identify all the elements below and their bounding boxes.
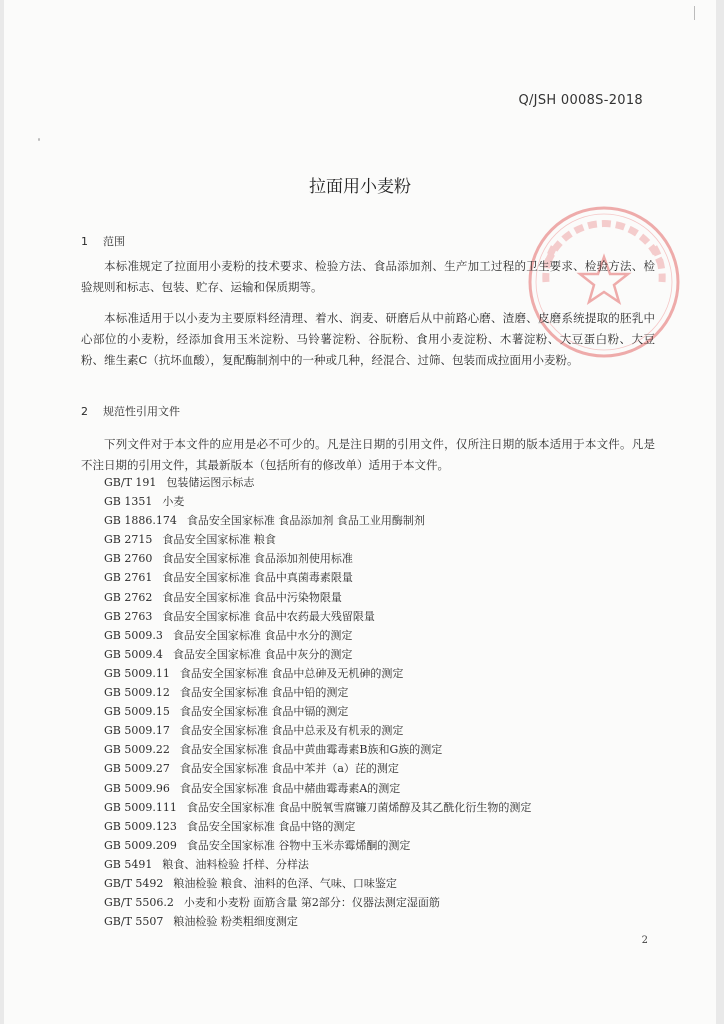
standard-code: Q/JSH 0008S-2018 (518, 93, 643, 108)
reference-title: 粮油检验 粉类粗细度测定 (173, 915, 298, 929)
section-title: 范围 (103, 235, 125, 248)
reference-item (104, 511, 531, 530)
reference-code: GB 5009.209 (104, 838, 177, 852)
document-title: 拉面用小麦粉 (309, 177, 411, 197)
references-intro-paragraph: 下列文件对于本文件的应用是必不可少的。凡是注日期的引用文件，仅所注日期的版本适用于本文件。凡是不注日期的引用文件，其最新版本（包括所有的修改单）适用于本文件。 (81, 437, 655, 472)
scan-speck (694, 6, 695, 20)
reference-item (104, 912, 531, 931)
reference-item (104, 607, 531, 626)
reference-code: GB 2762 (104, 590, 153, 604)
reference-item (104, 588, 531, 607)
reference-item (104, 549, 531, 568)
reference-item (104, 683, 531, 702)
reference-code: GB 1886.174 (104, 514, 177, 528)
section-number: 2 (81, 405, 88, 418)
reference-item (104, 759, 531, 778)
reference-code: GB/T 191 (104, 476, 157, 489)
section-heading-normative-references (81, 403, 180, 419)
reference-title: 食品安全国家标准 食品添加剂 食品工业用酶制剂 (186, 514, 425, 528)
reference-title: 食品安全国家标准 食品中赭曲霉毒素A的测定 (179, 781, 401, 795)
reference-title: 食品安全国家标准 食品添加剂使用标准 (162, 552, 353, 566)
reference-title: 食品安全国家标准 食品中总砷及无机砷的测定 (179, 666, 404, 680)
reference-code: GB 2760 (104, 552, 153, 566)
section-heading-scope (81, 233, 125, 249)
reference-title: 食品安全国家标准 食品中脱氧雪腐镰刀菌烯醇及其乙酰化衍生物的测定 (186, 800, 532, 814)
reference-code: GB 2715 (104, 533, 153, 547)
reference-item (104, 855, 531, 874)
reference-code: GB/T 5507 (104, 915, 164, 929)
reference-code: GB/T 5492 (104, 876, 164, 890)
reference-title: 食品安全国家标准 食品中水分的测定 (172, 628, 353, 642)
document-page (4, 0, 716, 1024)
reference-item (104, 817, 531, 836)
reference-code: GB 5009.96 (104, 781, 170, 795)
reference-item (104, 492, 531, 511)
reference-title: 粮食、油料检验 扦样、分样法 (162, 857, 309, 871)
scan-speck (38, 138, 40, 141)
reference-code: GB 1351 (104, 495, 153, 509)
reference-item (104, 836, 531, 855)
reference-title: 食品安全国家标准 食品中农药最大残留限量 (162, 609, 375, 623)
reference-title: 食品安全国家标准 食品中黄曲霉毒素B族和G族的测定 (179, 743, 443, 757)
reference-item (104, 893, 531, 912)
reference-list (104, 473, 531, 931)
reference-code: GB 5009.123 (104, 819, 177, 833)
reference-item (104, 798, 531, 817)
reference-title: 食品安全国家标准 食品中镉的测定 (179, 705, 349, 719)
reference-title: 食品安全国家标准 食品中灰分的测定 (172, 647, 353, 661)
reference-code: GB 5009.22 (104, 743, 170, 757)
reference-title: 食品安全国家标准 食品中总汞及有机汞的测定 (179, 724, 404, 738)
reference-code: GB 5009.4 (104, 647, 163, 661)
reference-code: GB/T 5506.2 (104, 896, 174, 910)
reference-item (104, 779, 531, 798)
reference-title: 食品安全国家标准 食品中铅的测定 (179, 686, 349, 700)
reference-code: GB 5009.111 (104, 800, 177, 814)
reference-item (104, 740, 531, 759)
scope-paragraph-1: 本标准规定了拉面用小麦粉的技术要求、检验方法、食品添加剂、生产加工过程的卫生要求、检验方法、检验规则和标志、包装、贮存、运输和保质期等。 (81, 259, 655, 294)
reference-item (104, 645, 531, 664)
reference-title: 小麦 (162, 495, 185, 509)
reference-item (104, 626, 531, 645)
reference-code: GB 2763 (104, 609, 153, 623)
reference-title: 食品安全国家标准 粮食 (162, 533, 276, 547)
reference-code: GB 5009.12 (104, 686, 170, 700)
reference-item (104, 702, 531, 721)
reference-title: 粮油检验 粮食、油料的色泽、气味、口味鉴定 (173, 876, 397, 890)
reference-item (104, 530, 531, 549)
reference-code: GB 5009.3 (104, 628, 163, 642)
reference-title: 食品安全国家标准 食品中苯并（a）芘的测定 (179, 762, 399, 776)
reference-title: 包装储运图示标志 (166, 476, 255, 489)
reference-code: GB 5009.27 (104, 762, 170, 776)
section-title: 规范性引用文件 (103, 405, 180, 418)
section-number: 1 (81, 235, 88, 248)
scope-paragraph-2: 本标准适用于以小麦为主要原料经清理、着水、润麦、研磨后从中前路心磨、渣磨、皮磨系统提取的胚乳中心部位的小麦粉，经添加食用玉米淀粉、马铃薯淀粉、谷朊粉、食用小麦淀粉、木薯淀粉、大豆蛋白粉、大豆粉、维生素C（抗坏血酸），复配酶制剂中的一种或几种，经混合、过筛、包装而成拉面用小麦粉。 (81, 311, 655, 367)
reference-item (104, 874, 531, 893)
reference-code: GB 5009.15 (104, 705, 170, 719)
reference-item (104, 473, 531, 492)
reference-title: 食品安全国家标准 食品中污染物限量 (162, 590, 342, 604)
reference-item (104, 721, 531, 740)
reference-title: 食品安全国家标准 谷物中玉米赤霉烯酮的测定 (186, 838, 411, 852)
reference-item (104, 568, 531, 587)
reference-title: 食品安全国家标准 食品中真菌毒素限量 (162, 571, 353, 585)
reference-code: GB 5009.17 (104, 724, 170, 738)
reference-code: GB 2761 (104, 571, 153, 585)
reference-code: GB 5491 (104, 857, 153, 871)
reference-code: GB 5009.11 (104, 666, 170, 680)
reference-item (104, 664, 531, 683)
reference-title: 小麦和小麦粉 面筋含量 第2部分：仪器法测定湿面筋 (183, 896, 440, 910)
reference-title: 食品安全国家标准 食品中铬的测定 (186, 819, 356, 833)
page-number: 2 (641, 935, 648, 946)
